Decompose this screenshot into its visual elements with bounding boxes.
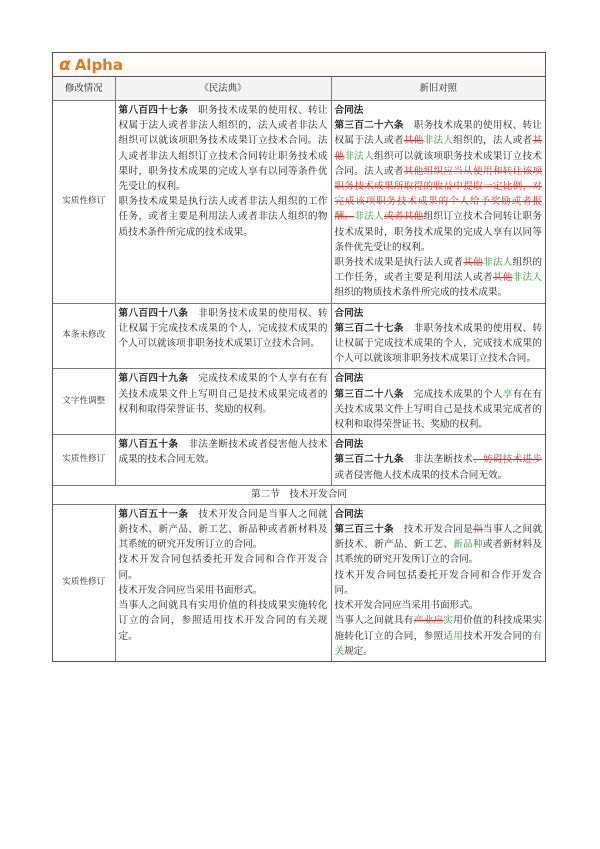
deleted-text: 、妨碍技术进步	[473, 454, 543, 466]
old-article-number: 第三百二十七条	[334, 322, 404, 334]
old-law-name: 合同法	[334, 439, 364, 451]
table-header-row	[53, 77, 545, 101]
text-segment: 组织的工作任务，或者主要是利用法人或者	[334, 257, 543, 284]
header-old-new: 新旧对照	[331, 77, 545, 101]
civil-paragraph	[119, 552, 328, 582]
deleted-text: 其他	[463, 257, 483, 269]
old-paragraph	[335, 387, 543, 433]
text-segment: 非职务技术成果的使用权、转让权属于完成技术成果的个人，完成技术成果的个人可以就该项非职务技术成果订立技术合同。	[334, 322, 543, 365]
civil-text: 技术开发合同应当采用书面形式。	[118, 584, 263, 596]
old-article-number: 第三百二十八条	[334, 388, 404, 400]
text-segment: 职务技术成果的使用权、转让权属于法人或者	[334, 120, 543, 147]
table-row	[53, 303, 545, 369]
table-row	[53, 369, 545, 435]
status-cell: 本条未修改	[53, 303, 115, 369]
text-segment: 用价值的科技成果实施转化订立的合同，参照	[334, 615, 543, 642]
old-paragraph	[335, 118, 543, 255]
comparison-table	[53, 77, 545, 661]
article-number: 第八百四十七条	[118, 105, 189, 116]
added-text: 非法人	[512, 272, 543, 284]
text-segment: 组织的，法人或者	[453, 135, 533, 147]
text-segment: 组织可以就该项职务技术成果订立技术合同。法人或者	[334, 150, 543, 177]
text-segment: 规定。	[344, 645, 373, 657]
deleted-text: 其他组织应当从使用和转让该项职务技术成果所取得的收益中提取一定比例，对完成该项职务技术成果的个人给予奖励或者报酬。	[334, 165, 543, 223]
text-segment: 技术开发合同应当采用书面形式。	[334, 600, 479, 612]
table-row	[53, 435, 545, 486]
added-text: 适用	[443, 630, 464, 642]
old-law-cell	[331, 504, 545, 661]
section-title: 第二节 技术开发合同	[53, 485, 545, 504]
table-row	[53, 101, 545, 304]
civil-paragraph	[119, 194, 328, 240]
civil-code-cell	[115, 369, 331, 435]
text-segment: 完成技术成果的个人	[413, 388, 503, 400]
old-article-number: 第三百三十条	[334, 524, 394, 536]
old-law-cell	[331, 435, 545, 486]
text-segment: 技术开发合同是	[403, 524, 474, 536]
civil-code-cell	[115, 303, 331, 369]
old-paragraph	[335, 452, 543, 482]
civil-text: 非法垄断技术或者侵害他人技术成果的技术合同无效。	[118, 439, 328, 466]
added-text: 享	[502, 388, 513, 400]
text-segment: 组织的物质技术条件所完成的技术成果。	[334, 287, 508, 299]
status-cell: 实质性修订	[53, 101, 115, 304]
added-text: 非法人	[344, 150, 375, 162]
article-number: 第八百五十条	[118, 439, 179, 451]
deleted-text: 或者其他	[383, 211, 424, 223]
old-law-name: 合同法	[334, 105, 364, 116]
old-paragraph	[335, 568, 543, 598]
old-law-name: 合同法	[334, 307, 364, 319]
civil-code-cell	[115, 101, 331, 304]
civil-code-cell	[115, 504, 331, 661]
added-text: 非法人	[482, 257, 513, 269]
civil-paragraph	[119, 507, 328, 553]
status-cell: 文字性调整	[53, 369, 115, 435]
text-segment: 或者侵害他人技术成果的技术合同无效。	[334, 469, 508, 481]
added-text: 实	[443, 615, 454, 627]
civil-paragraph	[119, 583, 328, 598]
old-article-number: 第三百二十九条	[334, 454, 404, 466]
civil-code-cell	[115, 435, 331, 486]
deleted-text: 其他	[492, 272, 513, 284]
text-segment: 有在有关技术成果文件上写明自己是技术成果完成者的权利和取得荣誉证书、奖励的权利。	[334, 388, 543, 431]
old-law-cell	[331, 101, 545, 304]
added-text: 非法人	[423, 135, 454, 147]
deleted-text: 产业应	[413, 615, 444, 627]
old-paragraph	[335, 613, 543, 659]
status-cell: 实质性修订	[53, 435, 115, 486]
old-law-name: 合同法	[334, 373, 364, 385]
civil-text: 当事人之间就具有实用价值的科技成果实施转化订立的合同，参照适用技术开发合同的有关规定。	[118, 600, 328, 642]
civil-text: 技术开发合同包括委托开发合同和合作开发合同。	[118, 554, 328, 581]
deleted-text: 指	[473, 524, 483, 536]
civil-text: 完成技术成果的个人享有在有关技术成果文件上写明自己是技术成果完成者的权利和取得荣誉证书、奖励的权利。	[118, 373, 328, 415]
old-paragraph	[335, 255, 543, 301]
old-law-name: 合同法	[334, 508, 364, 520]
deleted-text: 其他	[403, 135, 424, 147]
header-civil-code: 《民法典》	[115, 77, 331, 101]
civil-paragraph	[119, 371, 328, 417]
deleted-text: 其他	[334, 135, 543, 162]
civil-paragraph	[119, 437, 328, 467]
table-row	[53, 504, 545, 661]
text-segment: 组织订立技术合同转让职务技术成果时，职务技术成果的完成人享有以同等条件优先受让的权利。	[334, 211, 543, 253]
text-segment: 非法垄断技术	[413, 454, 474, 466]
civil-text: 职务技术成果是执行法人或者非法人组织的工作任务，或者主要是利用法人或者非法人组织的物质技术条件所完成的技术成果。	[118, 196, 328, 238]
added-text: 新品种	[453, 539, 483, 551]
alpha-logo-icon: α	[59, 54, 71, 75]
added-text: 非法人	[354, 211, 384, 223]
brand-logo	[59, 55, 123, 75]
header-status: 修改情况	[53, 77, 115, 101]
document-frame	[52, 52, 546, 662]
civil-paragraph	[119, 306, 328, 352]
article-number: 第八百四十九条	[118, 373, 189, 385]
text-segment: 技术开发合同的	[463, 630, 533, 642]
old-article-number: 第三百二十六条	[334, 120, 404, 132]
text-segment: 当事人之间就新技术、新产品、新工艺、	[334, 524, 543, 551]
brand-name: Alpha	[74, 55, 123, 74]
added-text: 有关	[334, 630, 543, 657]
brand-header	[53, 53, 545, 77]
text-segment: 职务技术成果是执行法人或者	[334, 257, 464, 269]
civil-paragraph	[119, 598, 328, 644]
text-segment: 或者新材料及其系统的研究开发所订立的合同。	[334, 539, 543, 566]
civil-text: 非职务技术成果的使用权、转让权属于完成技术成果的个人，完成技术成果的个人可以就该项非职务技术成果订立技术合同。	[118, 307, 328, 350]
old-paragraph	[335, 522, 543, 568]
old-law-cell	[331, 369, 545, 435]
status-cell: 实质性修订	[53, 504, 115, 661]
section-row	[53, 485, 545, 504]
article-number: 第八百四十八条	[118, 307, 189, 319]
text-segment: 技术开发合同包括委托开发合同和合作开发合同。	[334, 569, 542, 596]
civil-text: 职务技术成果的使用权、转让权属于法人或者非法人组织的，法人或者非法人组织可以就该项职务技术成果订立技术合同。法人或者非法人组织订立技术合同转让职务技术成果时，职务技术成果的完成人享有以同等条件优先受让的权利。	[118, 105, 328, 193]
civil-text: 技术开发合同是当事人之间就新技术、新产品、新工艺、新品种或者新材料及其系统的研究开发所订立的合同。	[118, 508, 328, 551]
old-paragraph	[335, 598, 543, 613]
text-segment: 当事人之间就具有	[334, 615, 414, 627]
civil-paragraph	[119, 103, 328, 194]
old-law-cell	[331, 303, 545, 369]
old-paragraph	[335, 321, 543, 367]
article-number: 第八百五十一条	[118, 508, 189, 520]
